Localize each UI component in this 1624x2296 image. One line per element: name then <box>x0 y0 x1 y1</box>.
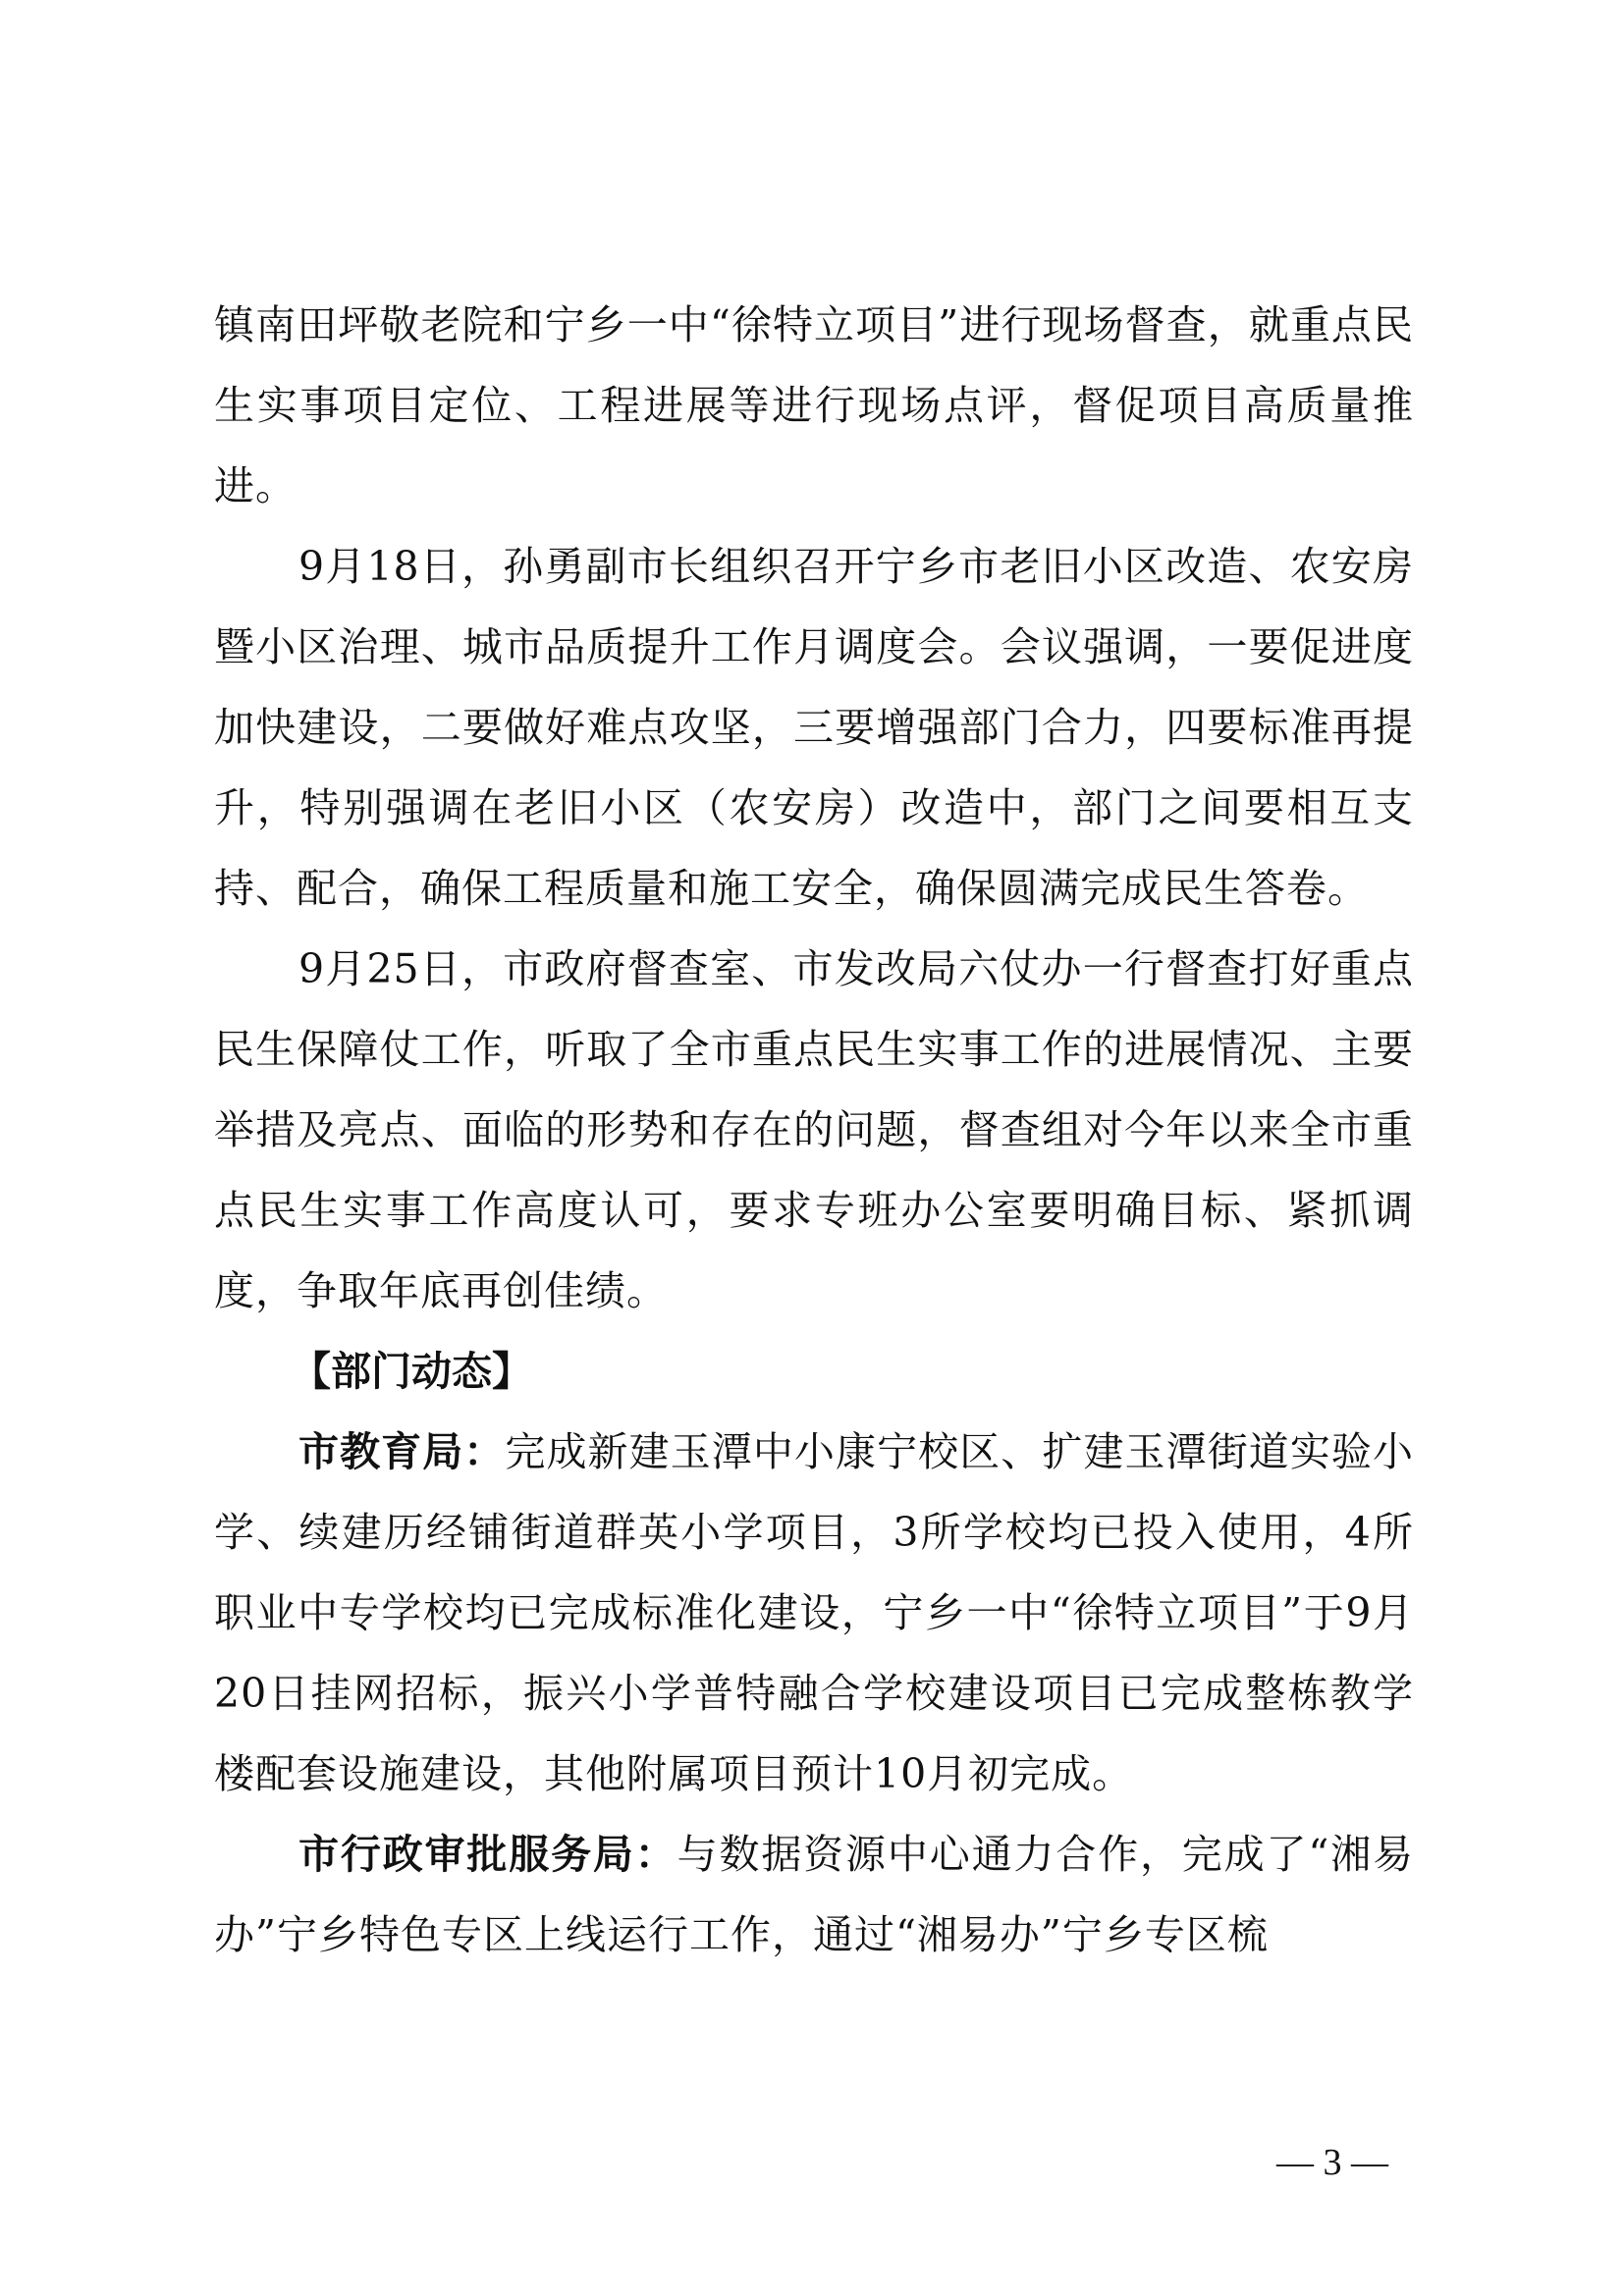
paragraph-sep-25-inspection <box>214 929 1414 1331</box>
paragraph-text: 9月18日，孙勇副市长组织召开宁乡市老旧小区改造、农安房暨小区治理、城市品质提升工作月调度会。会议强调，一要促进度加快建设，二要做好难点攻坚，三要增强部门合力，四要标准再提升，特别强调在老旧小区（农安房）改造中，部门之间要相互支持、配合，确保工程质量和施工安全，确保圆满完成民生答卷。 <box>214 543 1414 912</box>
paragraph-text: 完成新建玉潭中小康宁校区、扩建玉潭街道实验小学、续建历经铺街道群英小学项目，3所学校均已投入使用，4所职业中专学校均已完成标准化建设，宁乡一中“徐特立项目”于9月20日挂网招标，振兴小学普特融合学校建设项目已完成整栋教学楼配套设施建设，其他附属项目预计10月初完成。 <box>214 1428 1415 1797</box>
paragraph-text: 镇南田坪敬老院和宁乡一中“徐特立项目”进行现场督查，就重点民生实事项目定位、工程进展等进行现场点评，督促项目高质量推进。 <box>214 301 1414 509</box>
page-number: — 3 — <box>1276 2142 1388 2183</box>
paragraph-sep-18-meeting <box>214 526 1414 929</box>
department-name-education: 市教育局： <box>298 1428 506 1475</box>
paragraph-text: 9月25日，市政府督查室、市发改局六仗办一行督查打好重点民生保障仗工作，听取了全市重点民生实事工作的进展情况、主要举措及亮点、面临的形势和存在的问题，督查组对今年以来全市重点民生实事工作高度认可，要求专班办公室要明确目标、紧抓调度，争取年底再创佳绩。 <box>214 945 1414 1314</box>
document-body <box>214 285 1414 1975</box>
paragraph-education-bureau <box>214 1412 1414 1814</box>
section-heading-department-updates: 【部门动态】 <box>291 1348 532 1395</box>
paragraph-continuation <box>214 285 1414 526</box>
department-name-administrative-approval: 市行政审批服务局： <box>298 1831 677 1878</box>
paragraph-text: 与数据资源中心通力合作，完成了“湘易办”宁乡特色专区上线运行工作，通过“湘易办”宁乡专区梳 <box>214 1831 1415 1958</box>
paragraph-administrative-approval-bureau <box>214 1814 1414 1975</box>
